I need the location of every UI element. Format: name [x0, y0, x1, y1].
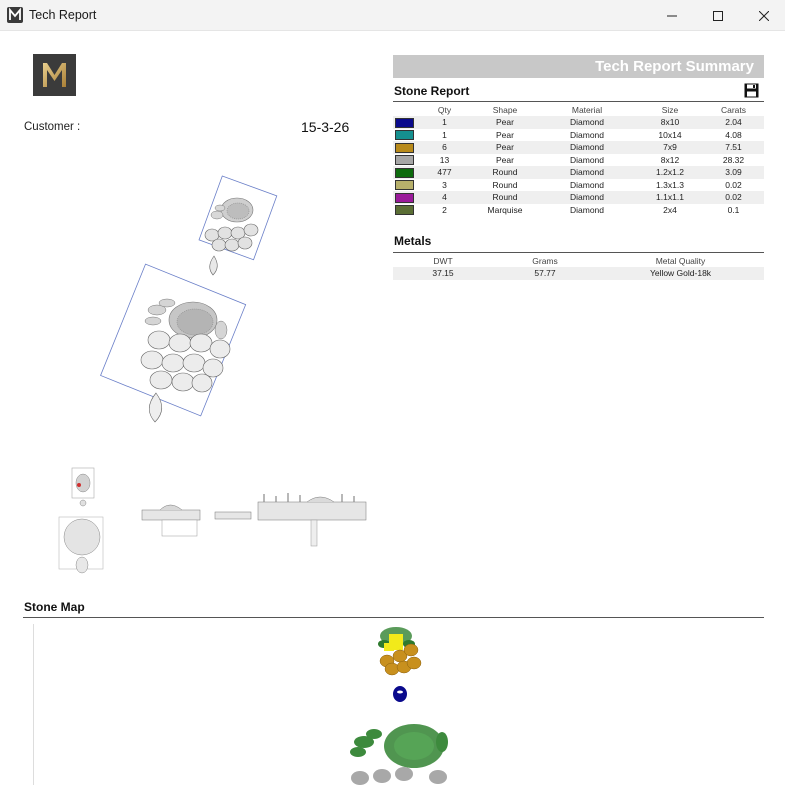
column-header-metal-quality: Metal Quality — [655, 256, 706, 266]
stone-material: Diamond — [569, 154, 605, 165]
stone-carats: 2.04 — [703, 116, 764, 129]
metal-grams: 57.77 — [493, 267, 597, 280]
minimize-button[interactable] — [649, 0, 695, 31]
stone-map-diagram — [334, 624, 464, 785]
stone-report-title: Stone Report — [394, 84, 470, 98]
stone-shape: Round — [473, 166, 537, 179]
column-header-material: Material — [571, 105, 603, 115]
stone-carats: 4.08 — [725, 129, 742, 140]
table-row — [393, 204, 764, 217]
jewelry-render-main — [95, 175, 285, 430]
maximize-button[interactable] — [695, 0, 741, 31]
stone-carats: 28.32 — [722, 154, 745, 165]
stone-shape: Pear — [473, 141, 537, 154]
close-icon — [759, 11, 769, 21]
stone-report-header-row — [393, 104, 764, 116]
stone-color-swatch — [395, 155, 414, 165]
stone-size: 1.3x1.3 — [656, 179, 684, 190]
stone-qty: 6 — [416, 141, 473, 154]
stone-material: Diamond — [537, 191, 637, 204]
stone-carats: 0.1 — [727, 204, 740, 215]
table-row — [393, 141, 764, 154]
stone-color-swatch — [395, 168, 414, 178]
stone-material: Diamond — [537, 166, 637, 179]
stone-color-swatch — [395, 143, 414, 153]
jewelry-view-side — [140, 500, 202, 540]
stone-qty: 1 — [442, 129, 447, 140]
stone-qty: 2 — [442, 204, 447, 215]
title-bar — [0, 0, 785, 31]
stone-carats: 7.51 — [703, 141, 764, 154]
column-header-qty: Qty — [437, 105, 452, 115]
jewelry-view-front — [55, 465, 110, 580]
stone-color-swatch — [395, 205, 414, 215]
minimize-icon — [667, 11, 677, 21]
stone-shape: Pear — [496, 154, 514, 165]
table-row — [393, 129, 764, 142]
stone-material: Diamond — [569, 129, 605, 140]
metals-header-row — [393, 255, 764, 267]
metal-dwt: 37.15 — [393, 267, 493, 280]
table-row — [393, 154, 764, 167]
stone-color-swatch — [395, 193, 414, 203]
save-icon[interactable] — [744, 83, 759, 98]
stone-shape: Pear — [496, 129, 514, 140]
stone-shape: Round — [492, 179, 518, 190]
column-header-shape: Shape — [492, 105, 518, 115]
stone-color-swatch — [395, 130, 414, 140]
summary-title: Tech Report Summary — [595, 58, 754, 75]
stone-material: Diamond — [537, 116, 637, 129]
jewelry-view-top — [212, 490, 372, 550]
table-row — [393, 116, 764, 129]
stone-color-swatch — [395, 180, 414, 190]
stone-size: 1.1x1.1 — [637, 191, 703, 204]
table-row — [393, 179, 764, 192]
stone-material: Diamond — [537, 141, 637, 154]
company-logo — [33, 54, 76, 96]
stone-map-divider — [23, 617, 764, 618]
metals-divider — [393, 252, 764, 253]
summary-header — [393, 55, 764, 78]
stone-size: 2x4 — [663, 204, 677, 215]
customer-label: Customer : — [24, 121, 81, 133]
stone-report-divider — [393, 101, 764, 102]
report-date: 15-3-26 — [301, 119, 350, 135]
stone-shape: Marquise — [487, 204, 523, 215]
column-header-carats: Carats — [720, 105, 747, 115]
stone-qty: 3 — [442, 179, 447, 190]
stone-map-area — [33, 624, 763, 785]
stone-size: 8x10 — [637, 116, 703, 129]
maximize-icon — [713, 11, 723, 21]
column-header-grams: Grams — [532, 256, 558, 266]
metals-table — [393, 255, 764, 280]
stone-qty: 1 — [416, 116, 473, 129]
stone-shape: Round — [473, 191, 537, 204]
stone-size: 1.2x1.2 — [637, 166, 703, 179]
column-header-size: Size — [661, 105, 679, 115]
table-row — [393, 267, 764, 280]
app-logo-icon — [7, 7, 23, 23]
stone-map-title: Stone Map — [24, 600, 85, 614]
column-header-color — [393, 104, 416, 116]
stone-size: 8x12 — [660, 154, 680, 165]
stone-qty: 13 — [439, 154, 450, 165]
stone-carats: 0.02 — [725, 179, 742, 190]
stone-carats: 3.09 — [703, 166, 764, 179]
stone-shape: Pear — [473, 116, 537, 129]
stone-material: Diamond — [569, 204, 605, 215]
table-row — [393, 166, 764, 179]
stone-qty: 477 — [416, 166, 473, 179]
close-button[interactable] — [741, 0, 785, 31]
metals-title: Metals — [394, 234, 432, 248]
stone-size: 10x14 — [658, 129, 682, 140]
window-title: Tech Report — [29, 8, 97, 22]
stone-material: Diamond — [569, 179, 605, 190]
table-row — [393, 191, 764, 204]
m-logo-icon — [33, 54, 76, 96]
column-header-dwt: DWT — [433, 256, 453, 266]
metal-quality: Yellow Gold-18k — [597, 267, 764, 280]
stone-qty: 4 — [416, 191, 473, 204]
stone-size: 7x9 — [637, 141, 703, 154]
stone-report-table — [393, 104, 764, 216]
stone-carats: 0.02 — [703, 191, 764, 204]
stone-color-swatch — [395, 118, 414, 128]
